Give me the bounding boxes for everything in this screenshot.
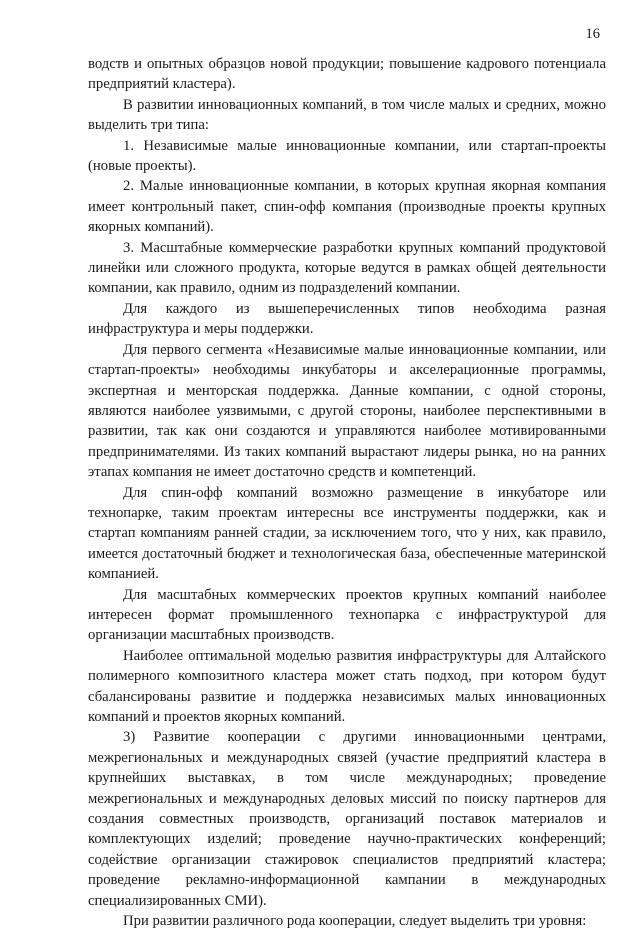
paragraph-spin-off: Для спин-офф компаний возможно размещение в инкубаторе или технопарке, таким проектам интересны все инструменты поддержки, как и стартап компаниям ранней стадии, за исключением того, что у них, как правило, имеется достаточный бюджет и технологическая база, обеспеченные материнской компанией. — [88, 484, 606, 583]
paragraph-type-3: 3. Масштабные коммерческие разработки крупных компаний продуктовой линейки или сложного продукта, которые ведутся в рамках общей деятельности компании, как правило, одним из подразделений компании. — [88, 239, 606, 297]
paragraph-continuation: водств и опытных образцов новой продукции; повышение кадрового потенциала предприятий кластера). — [88, 56, 606, 93]
paragraph-optimal-model: Наиболее оптимальной моделью развития инфраструктуры для Алтайского полимерного композитного кластера может стать подход, при котором будут сбалансированы развитие и поддержка независимых малых инновационных компаний и проектов якорных компаний. — [88, 647, 606, 725]
paragraph-large-projects: Для масштабных коммерческих проектов крупных компаний наиболее интересен формат промышленного технопарка с инфраструктурой для организации масштабных производств. — [88, 586, 606, 644]
paragraph-cooperation: 3) Развитие кооперации с другими инновационными центрами, межрегиональных и международных связей (участие предприятий кластера в крупнейших выставках, в том числе международных; проведение межрегиональных и международных деловых миссий по поиску партнеров для создания совместных производств, организаций поставок материалов и комплектующих изделий; проведение научно-практических конференций; содействие организации стажировок специалистов предприятий кластера; проведение рекламно-информационной кампании в международных специализированных СМИ). — [88, 729, 606, 909]
paragraph-first-segment: Для первого сегмента «Независимые малые инновационные компании, или стартап-проекты» необходимы инкубаторы и акселерационные программы, экспертная и менторская поддержка. Данные компании, с одной стороны, являются наиболее уязвимыми, с другой стороны, наиболее перспективными в развитии, так как они создаются и управляются наиболее мотивированными предпринимателями. Из таких компаний вырастают лидеры рынка, но на ранних этапах компания не имеет достаточно средств и компетенций. — [88, 341, 606, 481]
paragraph-types-intro: В развитии инновационных компаний, в том числе малых и средних, можно выделить три типа: — [88, 96, 606, 134]
paragraph-infrastructure: Для каждого из вышеперечисленных типов необходима разная инфраструктура и меры поддержки. — [88, 300, 606, 338]
paragraph-type-1: 1. Независимые малые инновационные компании, или стартап-проекты (новые проекты). — [88, 137, 606, 175]
paragraph-type-2: 2. Малые инновационные компании, в которых крупная якорная компания имеет контрольный пакет, спин-офф компания (производные проекты крупных якорных компаний). — [88, 178, 606, 236]
paragraph-levels: При развитии различного рода кооперации, следует выделить три уровня: — [123, 913, 587, 930]
page-number: 16 — [585, 26, 600, 42]
page-body — [88, 54, 606, 931]
